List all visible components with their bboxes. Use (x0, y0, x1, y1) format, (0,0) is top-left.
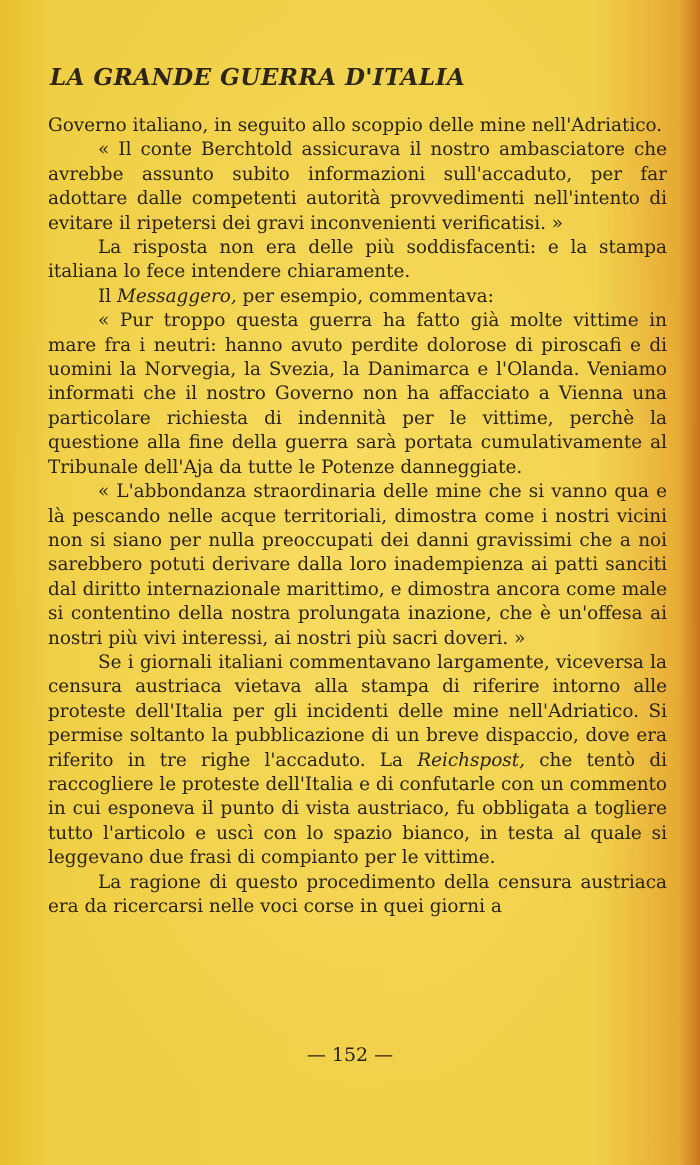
paragraph: La ragione di questo procedimento della censura austriaca era da ricercarsi nelle voci corse in quei giorni a (48, 871, 667, 917)
page-number: — 152 — (306, 1044, 394, 1066)
paragraph (48, 285, 667, 309)
newspaper-title: Messaggero, (117, 285, 237, 307)
paragraph: « Pur troppo questa guerra ha fatto già molte vittime in mare fra i neutri: hanno avuto perdite dolorose di piroscafi e di uomini la Norvegia, la Svezia, la Danimarca e l'Olanda. Veniamo informati che il nostro Governo non ha affacciato a Vienna una particolare richiesta di indennità per le vittime, perchè la questione alla fine della guerra sarà portata cumulativamente al Tribunale dell'Aja da tutte le Potenze danneggiate. (48, 310, 667, 478)
paragraph-text: Il (98, 285, 117, 307)
newspaper-title: Reichspost, (417, 749, 525, 771)
paragraph: Governo italiano, in seguito allo scoppio delle mine nell'Adriatico. (48, 115, 663, 136)
paragraph: « Il conte Berchtold assicurava il nostro ambasciatore che avrebbe assunto subito informazioni sull'accaduto, per far adottare dalle competenti autorità provvedimenti nell'intento di evitare il ripetersi dei gravi inconvenienti verificatisi. » (48, 139, 667, 234)
paragraph-text: Se i giornali italiani commentavano largamente, viceversa la censura austriaca vietava alla stampa di riferire intorno alle proteste dell'Italia per gli incidenti delle mine nell'Adriatico. Si permise soltanto la pubblicazione di un breve dispaccio, dove era riferito in tre righe l'accaduto. La (48, 651, 667, 771)
paragraph-text: per esempio, commentava: (236, 285, 494, 307)
body-text (48, 114, 667, 919)
paragraph: « L'abbondanza straordinaria delle mine che si vanno qua e là pescando nelle acque territoriali, dimostra come i nostri vicini non si siano per nulla preoccupati dei danni gravissimi che a noi sarebbero potuti derivare dalla loro inadempienza ai patti sanciti dal diritto internazionale marittimo, e dimostra ancora come male si contentino della nostra prolungata inazione, che è un'offesa ai nostri più vivi interessi, ai nostri più sacri doveri. » (48, 481, 667, 649)
paragraph: La risposta non era delle più soddisfacenti: e la stampa italiana lo fece intendere chiaramente. (48, 237, 667, 283)
running-head: LA GRANDE GUERRA D'ITALIA (50, 64, 466, 91)
paragraph (48, 651, 667, 871)
paragraph-text: che tentò di raccogliere le proteste dell'Italia e di confutarle con un commento in cui esponeva il punto di vista austriaco, fu obbligata a togliere tutto l'articolo e uscì con lo spazio bianco, in testa al quale si leggevano due frasi di compianto per le vittime. (48, 749, 668, 869)
